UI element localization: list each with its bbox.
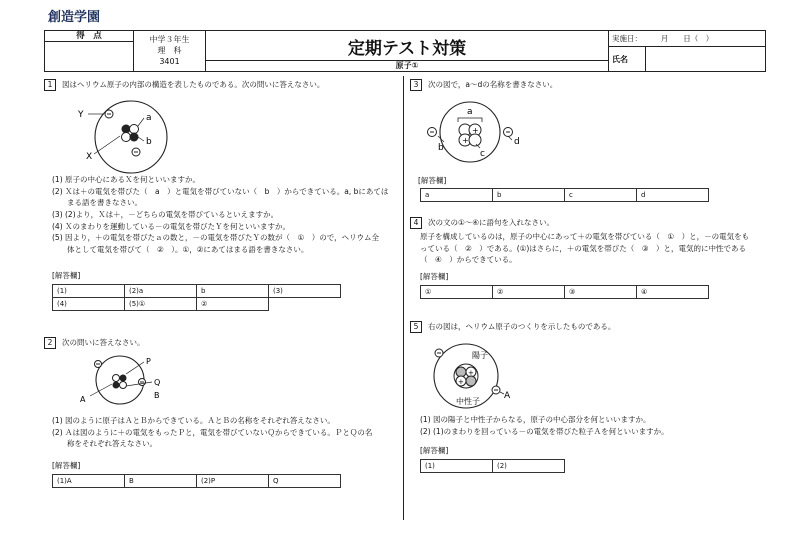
q4-answer-3[interactable]: ③ xyxy=(565,286,637,299)
q3-answer-label: [解答欄] xyxy=(418,176,447,185)
q1-answer-5-1[interactable]: (5)① xyxy=(125,298,197,311)
q2-answer-p[interactable]: (2)P xyxy=(197,475,269,488)
q5-answer-label: [解答欄] xyxy=(420,446,449,455)
name-label: 氏名 xyxy=(612,55,628,64)
q4-number: 4 xyxy=(410,217,422,229)
q1-questions: (1) 原子の中心にあるＸを何といいますか。 (2) Ｘは＋の電気を帯びた（ a ）と電気を帯びていない（ b ）からできている。a, bにあては まる語を書きなさい。 (3) (2)より，Ｘは＋，－どちらの電気を帯びているといえますか。 (4) Ｘのまわりを運動している－の電気を帯びたＹを何といいますか。 (5) 因より，＋の電気を帯びたａの数と，－の電気を帯びたＹの数が（ ① ）ので，ヘリウム全 体として電気を帯びて（ ② ）。①，②にあてはまる語を書きなさい。 xyxy=(52,175,389,254)
q3-label-d: d xyxy=(514,137,520,147)
q3-answer-b[interactable]: b xyxy=(493,189,565,202)
page-title: 定期テスト対策 xyxy=(347,39,467,59)
q3-answer-a[interactable]: a xyxy=(421,189,493,202)
svg-text:+: + xyxy=(472,126,479,135)
q1-label-x: X xyxy=(86,152,93,162)
svg-text:+: + xyxy=(462,136,469,145)
q1-answer-4[interactable]: (4) xyxy=(53,298,125,311)
q1-answer-2b[interactable]: b xyxy=(197,285,269,298)
q4-intro: 4 次の文の①～④に語句を入れなさい。 xyxy=(410,217,554,229)
q1-answer-table xyxy=(52,284,341,311)
q2-atom-figure xyxy=(76,352,176,412)
q1-answer-2a[interactable]: (2)a xyxy=(125,285,197,298)
q1-label-a: a xyxy=(146,113,152,123)
score-label: 得 点 xyxy=(76,31,102,41)
q2-answer-table xyxy=(52,474,341,488)
q1-answer-3[interactable]: (3) xyxy=(269,285,341,298)
q2-number: 2 xyxy=(44,337,56,349)
q1-label-b: b xyxy=(146,137,152,147)
q2-answer-q[interactable]: Q xyxy=(269,475,341,488)
q3-answer-d[interactable]: d xyxy=(637,189,709,202)
q1-answer-1[interactable]: (1) xyxy=(53,285,125,298)
q1-answer-5-2[interactable]: ② xyxy=(197,298,269,311)
school-logo: 創造学園 xyxy=(48,10,101,25)
q3-label-b: b xyxy=(438,143,444,153)
q3-intro: 3 次の図で，a～dの名称を書きなさい。 xyxy=(410,79,557,91)
q2-label-p: P xyxy=(146,357,151,366)
q5-intro: 5 右の図は，ヘリウム原子のつくりを示したものである。 xyxy=(410,321,615,333)
q5-label-a: A xyxy=(504,391,511,401)
q5-number: 5 xyxy=(410,321,422,333)
q1-intro: 1 図はヘリウム原子の内部の構造を表したものである。次の問いに答えなさい。 xyxy=(44,79,324,91)
q3-answer-c[interactable]: c xyxy=(565,189,637,202)
q2-answer-label: [解答欄] xyxy=(52,461,81,470)
q4-answer-2[interactable]: ② xyxy=(493,286,565,299)
q4-answer-table xyxy=(420,285,709,299)
q1-number: 1 xyxy=(44,79,56,91)
page-subtitle: 原子① xyxy=(395,61,419,70)
q2-answer-b[interactable]: B xyxy=(125,475,197,488)
header-table xyxy=(44,30,766,72)
q3-answer-table xyxy=(420,188,709,202)
q4-text: 原子を構成しているのは，原子の中心にあって＋の電気を帯びている（ ① ）と，－の電気をも っている（ ② ）である。(①)はさらに，＋の電気を帯びた（ ③ ）と，電気的に中性である （ ④ ）からできている。 xyxy=(420,232,750,265)
date-label: 実施日： 月 日（ ） xyxy=(612,34,714,43)
grade-info xyxy=(134,34,205,67)
q5-atom-figure xyxy=(426,338,526,412)
q5-label-neutron: 中性子 xyxy=(456,397,480,406)
q1-label-y: Y xyxy=(78,110,84,120)
q5-answer-table xyxy=(420,459,565,473)
q5-questions: (1) 図の陽子と中性子からなる，原子の中心部分を何といいますか。 (2) (1)のまわりを回っている－の電気を帯びた粒子Ａを何といいますか。 xyxy=(420,415,669,436)
subject: 理 科 xyxy=(157,46,182,55)
q1-answer-label: [解答欄] xyxy=(52,271,81,280)
column-divider xyxy=(403,76,404,520)
q4-answer-label: [解答欄] xyxy=(420,272,449,281)
q3-label-c: c xyxy=(480,149,485,159)
name-field[interactable] xyxy=(648,48,762,69)
svg-text:+: + xyxy=(468,369,474,377)
svg-text:+: + xyxy=(458,378,464,386)
q2-intro: 2 次の問いに答えなさい。 xyxy=(44,337,145,349)
q4-answer-1[interactable]: ① xyxy=(421,286,493,299)
q2-label-a: A xyxy=(80,395,86,404)
grade: 中学３年生 xyxy=(149,35,190,44)
q5-answer-1[interactable]: (1) xyxy=(421,460,493,473)
q3-atom-figure xyxy=(420,96,530,168)
q5-answer-2[interactable]: (2) xyxy=(493,460,565,473)
q1-atom-figure xyxy=(76,96,186,178)
q3-label-a: a xyxy=(467,107,473,117)
q3-number: 3 xyxy=(410,79,422,91)
q2-answer-a[interactable]: (1)A xyxy=(53,475,125,488)
q2-label-q: Q xyxy=(154,378,161,387)
q5-label-proton: 陽子 xyxy=(472,351,488,360)
q2-questions: (1) 図のように原子はＡとＢからできている。ＡとＢの名称をそれぞれ答えなさい。 (2) Ａは図のように＋の電気をもったＰと，電気を帯びていないＱからできている。ＰとＱの名 称をそれぞれ答えなさい。 xyxy=(52,416,373,449)
q2-label-b: B xyxy=(154,391,160,400)
q4-answer-4[interactable]: ④ xyxy=(637,286,709,299)
code: 3401 xyxy=(159,57,180,66)
